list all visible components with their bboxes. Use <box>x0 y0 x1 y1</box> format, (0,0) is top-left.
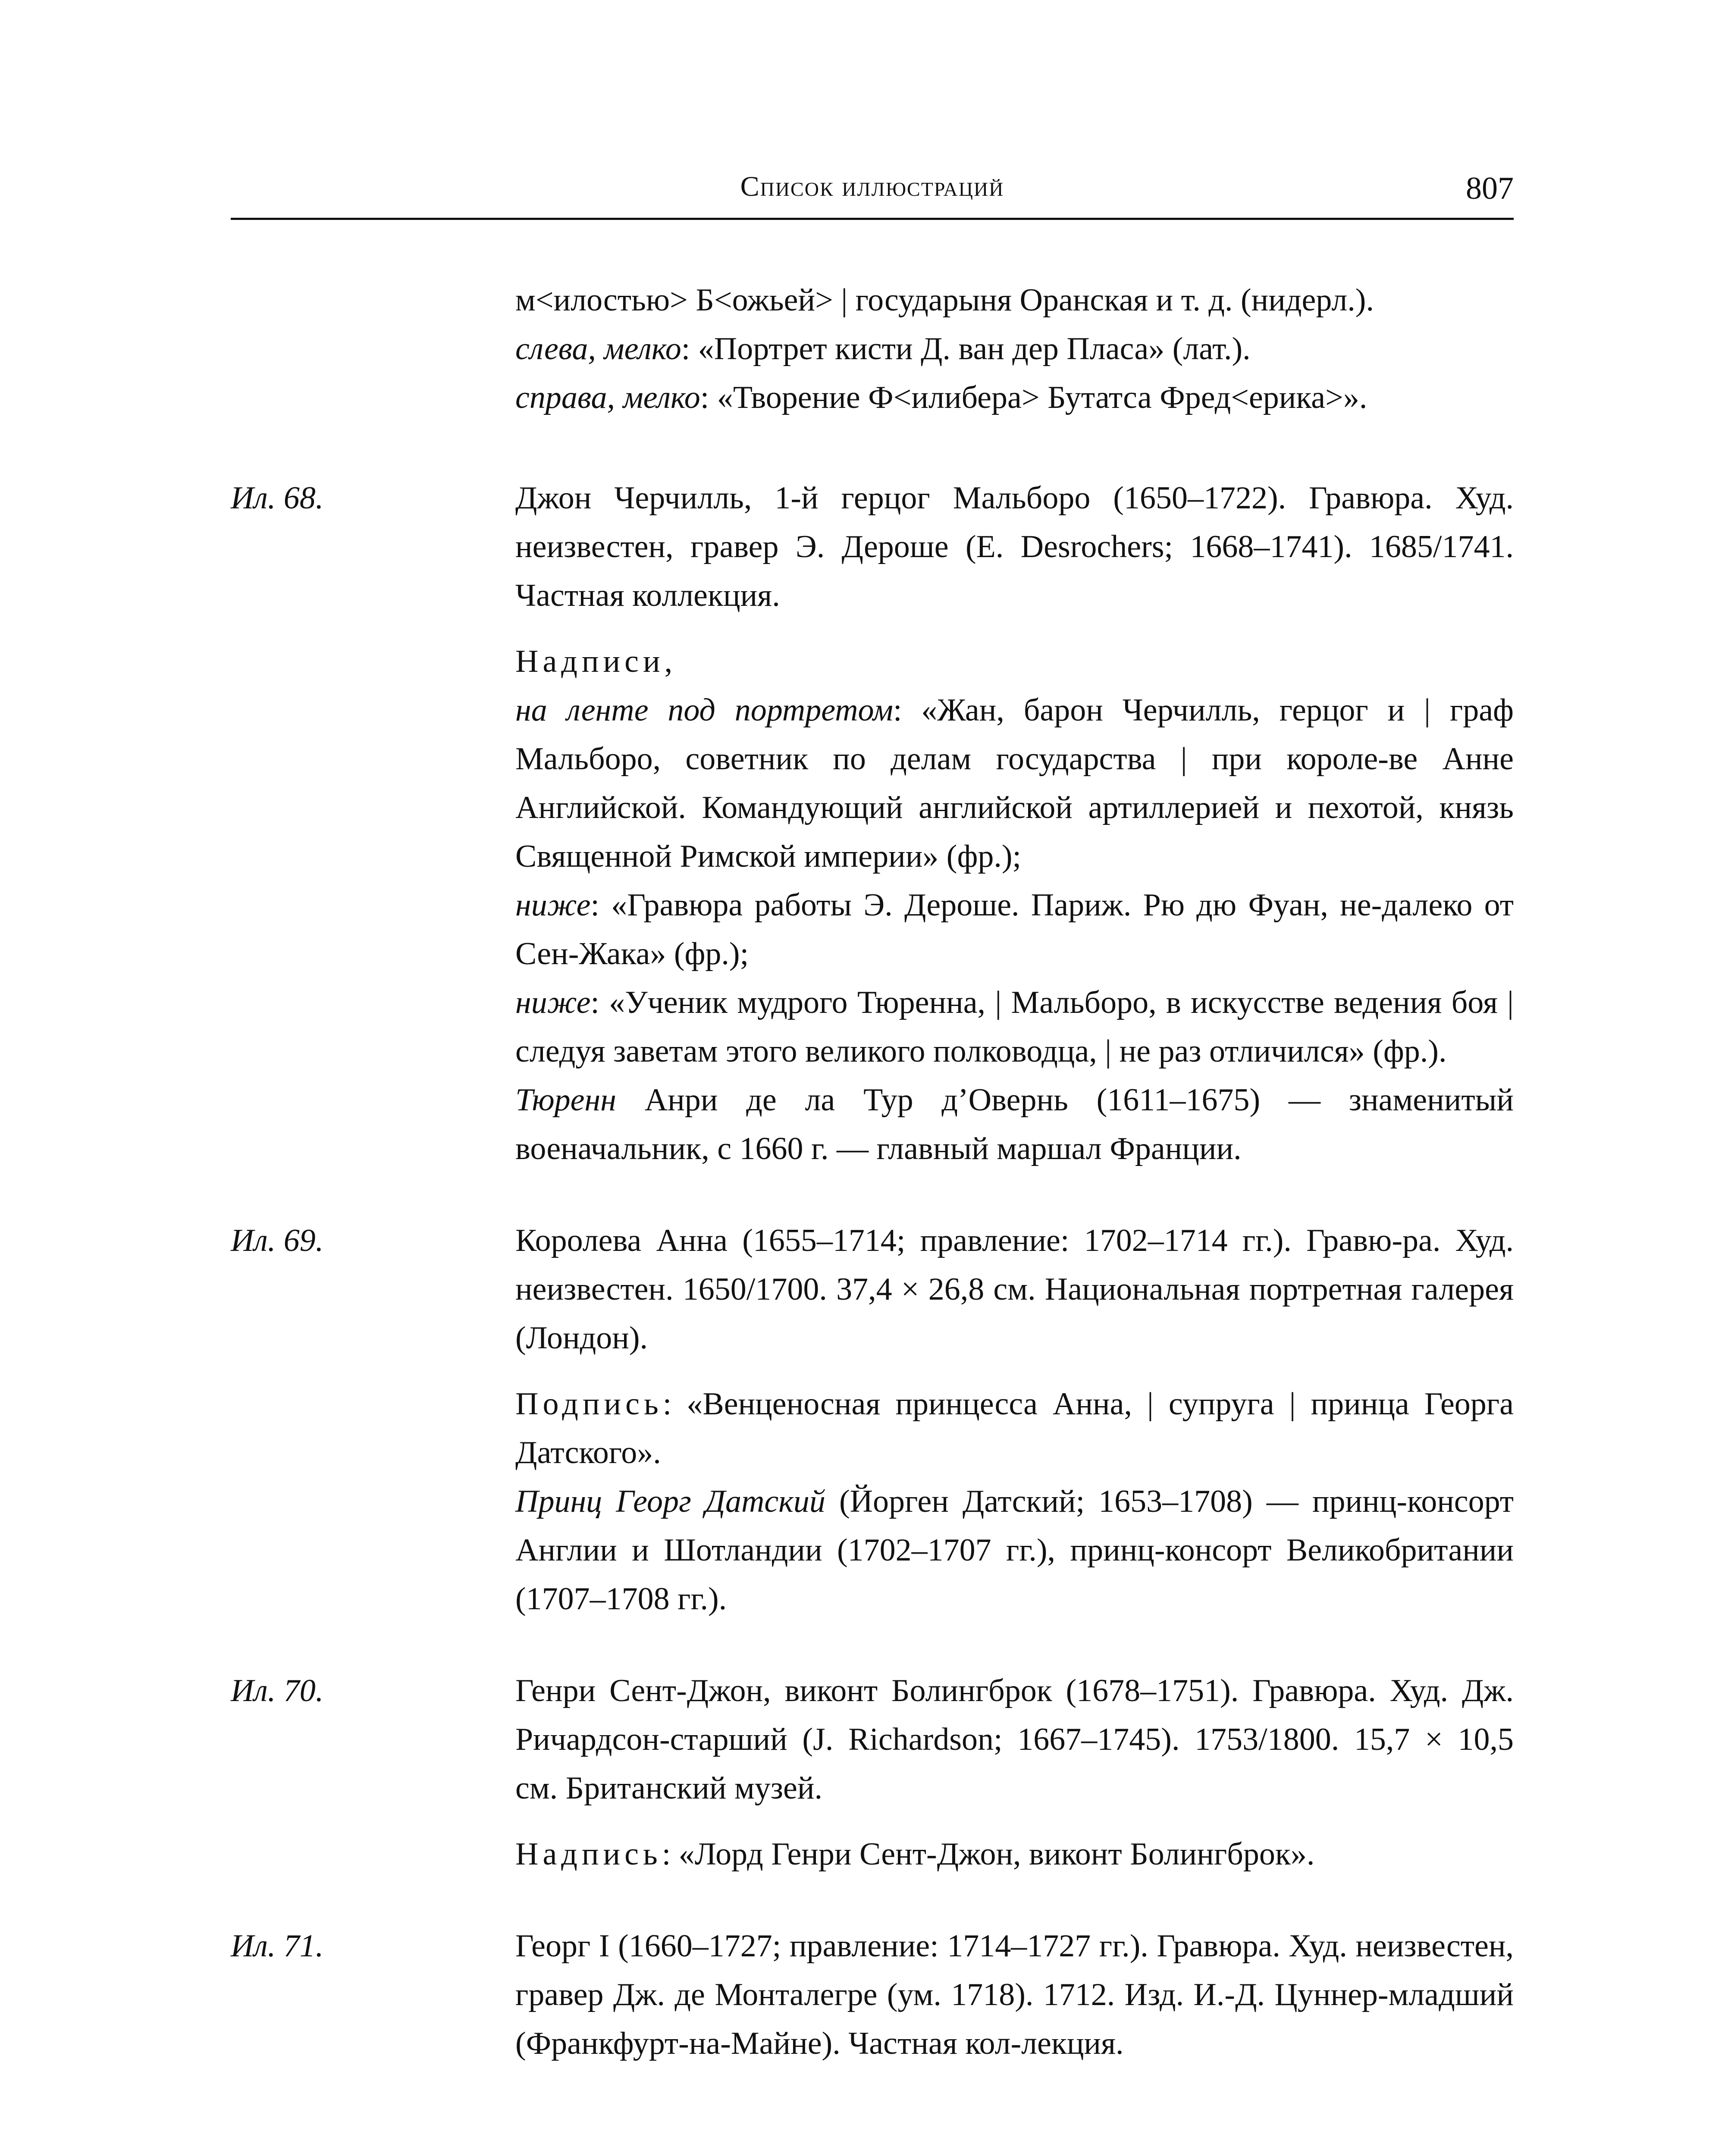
inscription-paragraph <box>515 1380 1514 1477</box>
entry-note <box>515 1076 1514 1173</box>
inscription-position: ниже <box>515 985 591 1020</box>
note-text: (Йорген Датский; 1653–1708) — принц-консорт Англии и Шотландии (1702–1707 гг.), принц-консорт Великобритании (1707–1708 гг.). <box>515 1484 1514 1617</box>
inscription-position: на ленте под портретом <box>515 693 893 728</box>
inscription-paragraph <box>515 881 1514 978</box>
continuation-line: м<илостью> Б<ожьей> | государыня Оранская и т. д. (нидерл.). <box>515 282 1374 318</box>
continuation-line <box>515 325 1514 373</box>
entry-ref: Ил. 70. <box>231 1673 324 1708</box>
inscription-text: : «Жан, барон Черчилль, герцог и | граф Мальборо, советник по делам государства | при короле-ве Анне Английской. Командующий английской артиллерией и пехотой, князь Священной Римской империи» (фр.); <box>515 693 1514 874</box>
inscription-position: справа, мелко <box>515 380 700 415</box>
inscription-text: : «Портрет кисти Д. ван дер Пласа» (лат.). <box>681 331 1251 367</box>
entry-body <box>515 474 1514 1173</box>
entry-continuation <box>231 276 1514 422</box>
entry-69 <box>231 1216 1514 1623</box>
entry-68 <box>231 474 1514 1173</box>
inscription-label: Подпись <box>515 1386 663 1422</box>
entry-body <box>515 1216 1514 1623</box>
entry-note <box>515 1477 1514 1623</box>
inscription-text: : «Лорд Генри Сент-Джон, виконт Болингброк». <box>662 1836 1315 1872</box>
entry-ref: Ил. 71. <box>231 1928 324 1964</box>
note-text: Анри де ла Тур д’Овернь (1611–1675) — знаменитый военачальник, с 1660 г. — главный маршал Франции. <box>515 1082 1514 1166</box>
entry-body <box>515 1667 1514 1879</box>
note-term: Принц Георг Датский <box>515 1484 825 1519</box>
entry-71 <box>231 1922 1514 2068</box>
inscriptions-heading: Надписи, <box>515 644 677 679</box>
page-header <box>231 170 1514 218</box>
running-title: Список иллюстраций <box>740 171 1004 202</box>
inscription-position: слева, мелко <box>515 331 681 367</box>
entry-ref: Ил. 68. <box>231 480 324 516</box>
inscription-text: : «Творение Ф<илибера> Бутатса Фред<ерика>». <box>700 380 1367 415</box>
note-term: Тюренн <box>515 1082 616 1118</box>
continuation-line <box>515 373 1514 422</box>
entry-body <box>515 1922 1514 2068</box>
entry-description: Джон Черчилль, 1-й герцог Мальборо (1650–1722). Гравюра. Худ. неизвестен, гравер Э. Дероше (E. Desrochers; 1668–1741). 1685/1741. Частная коллекция. <box>515 480 1514 613</box>
page-number: 807 <box>1466 171 1514 206</box>
inscription-paragraph <box>515 686 1514 881</box>
entry-body <box>515 276 1514 422</box>
inscription-text: : «Венценосная принцесса Анна, | супруга | принца Георга Датского». <box>515 1386 1514 1470</box>
entry-70 <box>231 1667 1514 1879</box>
entry-ref-empty <box>231 276 515 422</box>
inscription-paragraph <box>515 978 1514 1076</box>
entry-ref: Ил. 69. <box>231 1223 324 1258</box>
inscription-paragraph <box>515 1830 1514 1879</box>
entry-description: Георг I (1660–1727; правление: 1714–1727 гг.). Гравюра. Худ. неизвестен, гравер Дж. де Монталегре (ум. 1718). 1712. Изд. И.-Д. Цуннер-младший (Франкфурт-на-Майне). Частная кол-лекция. <box>515 1928 1514 2061</box>
inscription-text: : «Ученик мудрого Тюренна, | Мальборо, в искусстве ведения боя | следуя заветам этого великого полководца, | не раз отличился» (фр.). <box>515 985 1514 1069</box>
inscription-text: : «Гравюра работы Э. Дероше. Париж. Рю дю Фуан, не-далеко от Сен-Жака» (фр.); <box>515 887 1514 971</box>
inscription-position: ниже <box>515 887 591 923</box>
entry-description: Королева Анна (1655–1714; правление: 1702–1714 гг.). Гравю-ра. Худ. неизвестен. 1650/1700. 37,4 × 26,8 см. Национальная портретная галерея (Лондон). <box>515 1223 1514 1356</box>
entry-description: Генри Сент-Джон, виконт Болингброк (1678–1751). Гравюра. Худ. Дж. Ричардсон-старший (J. Richardson; 1667–1745). 1753/1800. 15,7 × 10,5 см. Британский музей. <box>515 1673 1514 1806</box>
illustration-list <box>231 276 1514 2111</box>
inscription-label: Надпись <box>515 1836 662 1872</box>
header-rule <box>231 218 1514 220</box>
